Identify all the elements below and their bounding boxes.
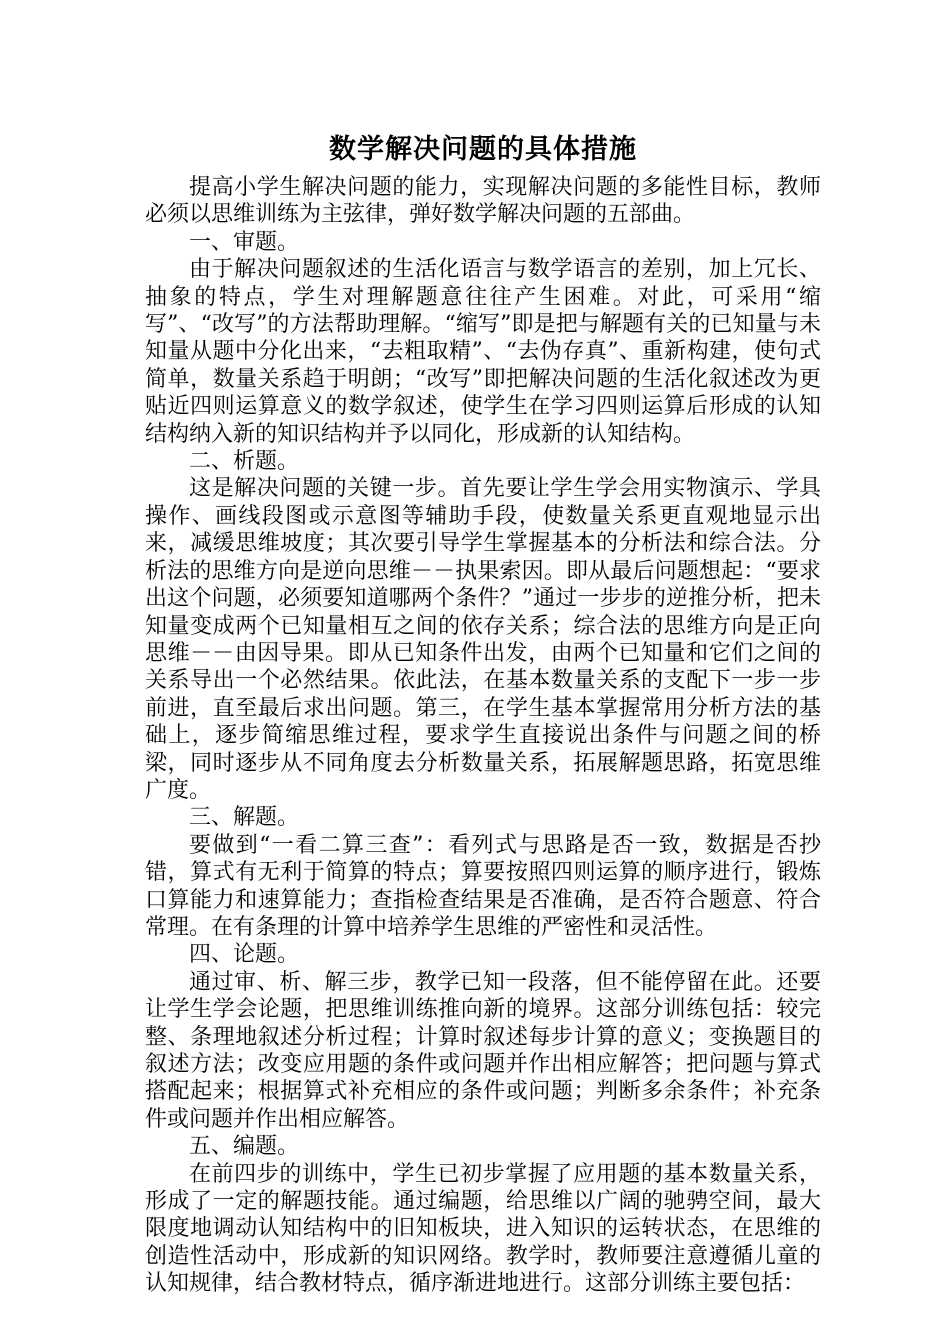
section-heading-compose: 五、编题。 bbox=[189, 1134, 300, 1160]
section-body-solve: 要做到“一看二算三查”：看列式与思路是否一致，数据是否抄错，算式有无利于简算的特点；算要按照四则运算的顺序进行，锻炼口算能力和速算能力；查指检查结果是否准确，是否符合题意、符合常理。在有条理的计算中培养学生思维的严密性和灵活性。 bbox=[145, 832, 821, 940]
section-heading-review: 一、审题。 bbox=[189, 229, 300, 255]
intro-paragraph: 提高小学生解决问题的能力，实现解决问题的多能性目标，教师必须以思维训练为主弦律，弹好数学解决问题的五部曲。 bbox=[145, 175, 821, 228]
section-body-discuss: 通过审、析、解三步，教学已知一段落，但不能停留在此。还要让学生学会论题，把思维训练推向新的境界。这部分训练包括：较完整、条理地叙述分析过程；计算时叙述每步计算的意义；变换题目的叙述方法；改变应用题的条件或问题并作出相应解答；把问题与算式搭配起来；根据算式补充相应的条件或问题；判断多余条件；补充条件或问题并作出相应解答。 bbox=[145, 969, 821, 1132]
section-body-review: 由于解决问题叙述的生活化语言与数学语言的差别，加上冗长、抽象的特点，学生对理解题意往往产生困难。对此，可采用“缩写”、“改写”的方法帮助理解。“缩写”即是把与解题有关的已知量与未知量从题中分化出来，“去粗取精”、“去伪存真”、重新构建，使句式简单，数量关系趋于明朗；“改写”即把解决问题的生活化叙述改为更贴近四则运算意义的数学叙述，使学生在学习四则运算后形成的认知结构纳入新的知识结构并予以同化，形成新的认知结构。 bbox=[145, 257, 821, 447]
section-body-analyze: 这是解决问题的关键一步。首先要让学生学会用实物演示、学具操作、画线段图或示意图等辅助手段，使数量关系更直观地显示出来，减缓思维坡度；其次要引导学生掌握基本的分析法和综合法。分析法的思维方向是逆向思维－－执果索因。即从最后问题想起：“要求出这个问题，必须要知道哪两个条件？”通过一步步的逆推分析，把未知量变成两个已知量相互之间的依存关系；综合法的思维方向是正向思维－－由因导果。即从已知条件出发，由两个已知量和它们之间的关系导出一个必然结果。依此法，在基本数量关系的支配下一步一步前进，直至最后求出问题。第三，在学生基本掌握常用分析方法的基础上，逐步简缩思维过程，要求学生直接说出条件与问题之间的桥梁，同时逐步从不同角度去分析数量关系，拓展解题思路，拓宽思维广度。 bbox=[145, 476, 821, 803]
section-heading-discuss: 四、论题。 bbox=[189, 942, 300, 968]
section-body-compose: 在前四步的训练中，学生已初步掌握了应用题的基本数量关系，形成了一定的解题技能。通过编题，给思维以广阔的驰骋空间，最大限度地调动认知结构中的旧知板块，进入知识的运转状态，在思维的创造性活动中，形成新的知识网络。教学时，教师要注意遵循儿童的认知规律，结合教材特点，循序渐进地进行。这部分训练主要包括： bbox=[145, 1161, 821, 1297]
document-page bbox=[145, 130, 821, 1298]
document-title: 数学解决问题的具体措施 bbox=[329, 134, 637, 165]
section-heading-analyze: 二、析题。 bbox=[189, 449, 300, 475]
section-heading-solve: 三、解题。 bbox=[189, 805, 300, 831]
